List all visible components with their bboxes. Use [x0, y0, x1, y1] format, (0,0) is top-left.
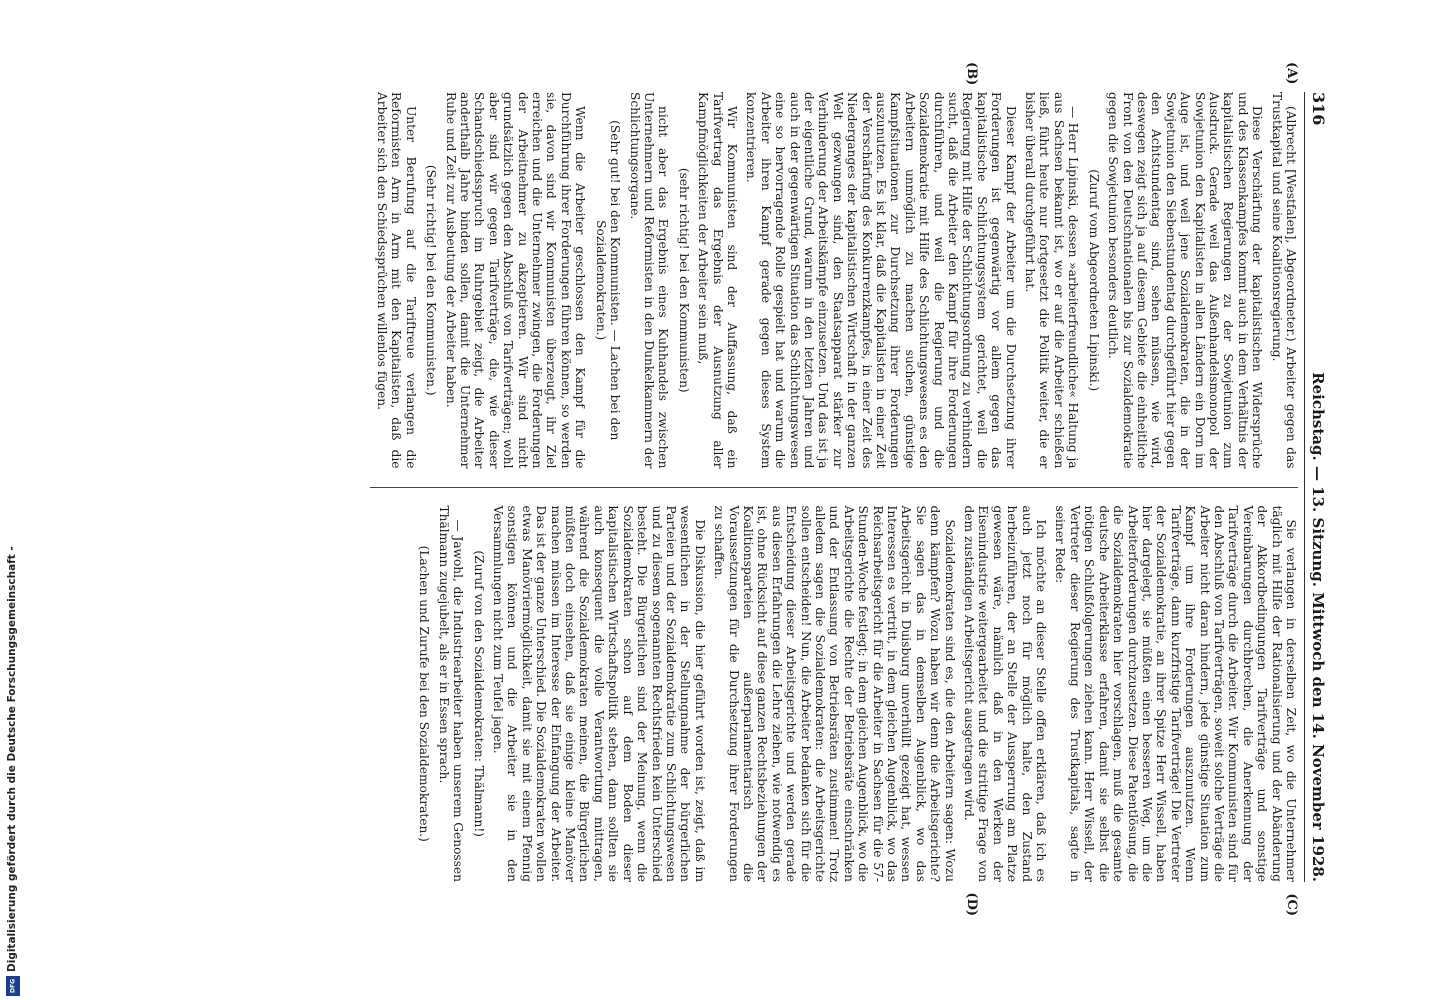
margin-marker-d: (D): [964, 892, 979, 916]
interjection: (Lachen und Zurufe bei den Sozialdemokraten.): [417, 545, 432, 842]
interjection: (Sehr richtig! bei den Kommunisten.): [424, 164, 439, 396]
paragraph: Die Diskussion, die hier geführt worden ist, zeigt, daß im wesentlichen in der Stellungnahme der bürgerlichen Parteien und der Sozialdemokratie zum Schlichtungswesen und zu diesem sogenannten Rechtsfrieden kein Unterschied besteht. Die Bürgerlichen sind der Meinung, wenn die Sozialdemokraten schon auf dem Boden dieser kapitalistischen Wirtschaftspolitik stehen, dann sollten sie auch konsequent die volle Verantwortung mittragen, während die Sozialdemokraten meinen, die Bürgerlichen müßten doch einsehen, daß sie einige kleine Manöver machen müssen im Interesse der Einfangung der Arbeiter. Das ist der ganze Unterschied. Die Sozialdemokraten wollen etwas Manövriermöglichkeit, damit sie mit einem Pfennig sonstigen können und die Arbeiter sie in den Versammlungen nicht zum Teufel jagen.: [491, 505, 707, 882]
column-divider: [370, 487, 1298, 488]
page-header: [1304, 92, 1328, 882]
paragraph: Sie verlangen in derselben Zeit, wo die Unternehmer täglich mit Hilfe der Rationalisierung und der Abänderung der Akkordbedingungen Tarifverträge und sonstige Vereinbarungen durchbrechen, die Anerkennung der Tarifverträge durch die Arbeiter. Wir Kommunisten sind für den Abschluß von Tarifverträgen, soweit solche Verträge die Arbeiter nicht daran hindern, jede günstige Situation zum Kampf um ihre Forderungen auszunutzen. Wenn Tarifverträge, dann kurzfristige Tarifverträge! Die Vertreter der Sozialdemokratie, an ihrer Spitze Herr Wissell, haben hier dargelegt, sie müßten einen besseren Weg, um die Arbeiterforderungen durchzusetzen. Diese Patentlösung, die die Sozialdemokraten hier vorschlagen, muß die gesamte deutsche Arbeiterklasse erfahren, damit sie selbst die nötigen Schlußfolgerungen ziehen kann. Herr Wissell, der Vertreter dieser Regierung des Trustkapitals, sagte in seiner Rede:: [1053, 505, 1298, 882]
paragraph: Wenn die Arbeiter geschlossen den Kampf für die Durchführung ihrer Forderungen führen können, so werden sie, davon sind wir Kommunisten überzeugt, ihr Ziel erreichen und die Unternehmer zwingen, die Forderungen der Arbeitnehmer zu akzeptieren. Wir sind nicht grundsätzlich gegen den Abschluß von Tarifverträgen; wohl aber sind wir gegen Tarifverträge, die, wie dieser Schandschiedsspruch im Ruhrgebiet zeigt, die Arbeiter anderthalb Jahre binden sollen, damit die Unternehmer Ruhe und Zeit zur Ausbeutung der Arbeiter haben.: [443, 92, 588, 469]
paragraph: Unter Berufung auf die Tariftreue verlangen die Reformisten Arm in Arm mit den Kapitalisten, daß die Arbeiter sich den Schiedssprüchen willenlos fügen.: [375, 92, 418, 469]
interjection: (Zuruf vom Abgeordneten Lipinski.): [1086, 169, 1101, 392]
paragraph: Wir Kommunisten sind der Auffassung, daß ein Tarifvertrag das Ergebnis der Ausnutzung aller Kampfmöglichkeiten der Arbeiter sein muß,: [696, 92, 739, 469]
interjection: (Sehr gut! bei den Kommunisten. — Lachen bei den Sozialdemokraten.): [593, 120, 623, 441]
paragraph: Diese Verschärfung der kapitalistischen Widersprüche und des Klassenkampfes kommt auch in dem Verhältnis der kapitalistischen Regierungen zu der Sowjetunion zum Ausdruck. Gerade weil das Außenhandelsmonopol der Sowjetunion den Kapitalisten in allen Ländern ein Dorn im Auge ist, und weil jene Sozialdemokraten, die in der Sowjetunion den Siebenstundentag durchgeführt hier gegen den Achtstundentag sind, sehen müssen, wie wird, deswegen zeigt sich ja auf diesem Gebiete die einheitliche Front von den Deutschnationalen bis zur Sozialdemokratie gegen die Sowjetunion besonders deutlich.: [1106, 92, 1265, 469]
credit-text: Digitalisierung gefördert durch die Deutsche Forschungsgemeinschaft -: [6, 546, 18, 972]
margin-marker-b: (B): [964, 62, 979, 86]
digitization-credit: [6, 546, 20, 996]
interjection: (sehr richtig! bei den Kommunisten): [676, 167, 691, 393]
paragraph: (Albrecht [Westfalen], Abgeordneter.) Arbeiter gegen das Trustkapital und seine Koalitionsregierung.: [1269, 92, 1298, 469]
left-column: [370, 62, 1299, 469]
page-number: 316: [1309, 92, 1328, 126]
dfg-logo: DFG: [6, 976, 20, 996]
paragraph: nicht aber das Ergebnis eines Kuhhandels zwischen Unternehmern und Reformisten in den Dunkelkammern der Schlichtungsorgane.: [627, 92, 671, 469]
right-column: [370, 505, 1299, 916]
page-title: Reichstag. — 13. Sitzung. Mittwoch den 14. November 1928.: [1309, 372, 1327, 882]
paragraph: Dieser Kampf der Arbeiter um die Durchsetzung ihrer Forderungen ist gegenwärtig vor allem gegen das kapitalistische Schlichtungssystem gerichtet, weil die Regierung mit Hilfe der Schlichtungsordnung zu verhindern sucht, daß die Arbeiter den Kampf für ihre Forderungen durchführen, und weil die Regierung und die Sozialdemokratie mit Hilfe des Schlichtungswesens es den Arbeitern unmöglich zu machen suchen, günstige Kampfsituationen zur Durchsetzung ihrer Forderungen auszunutzen. Es ist klar, daß die Kapitalisten in einer Zeit der Verschärfung des Konkurrenzkampfes, in einer Zeit des Niederganges der kapitalistischen Wirtschaft in der ganzen Welt gezwungen sind, den Staatsapparat stärker zur Verhinderung der Arbeitskämpfe einzusetzen. Und das ist ja der eigentliche Grund, warum in den letzten Jahren und auch in der gegenwärtigen Situation das Schlichtungswesen eine so hervorragende Rolle gespielt hat und warum die Arbeiter ihren Kampf gerade gegen dieses System konzentrieren.: [744, 92, 1018, 469]
margin-marker-c: (C): [1284, 893, 1299, 916]
paragraph: Sozialdemokraten sind es, die den Arbeitern sagen: Wozu denn kämpfen? Wozu haben wir denn die Arbeitsgerichte? Sie sagen das in demselben Augenblick, wo das Arbeitsgericht in Duisburg unverhüllt gezeigt hat, wessen Interessen es vertritt, in dem gleichen Augenblick, wo das Reichsarbeitsgericht für die Arbeiter in Sachsen für die 57-Stunden-Woche festlegt; in dem gleichen Augenblick, wo die Arbeitsgerichte die Rechte der Betriebsräte einschränken und der Entlassung von Betriebsräten zustimmen! Trotz alledem sagen die Sozialdemokraten: die Arbeitsgerichte sollen entscheiden! Nun, die Arbeiter bedanken sich für die Entscheidung dieser Arbeitsgerichte und werden gerade aus diesen Erfahrungen die Lehre ziehen, wie notwendig es ist, ohne Rücksicht auf diese ganzen Rechtsbeziehungen der Koalitionsparteien außerparlamentarisch die Voraussetzungen für die Durchsetzung ihrer Forderungen zu schaffen.: [712, 505, 957, 882]
paragraph: Ich möchte an dieser Stelle offen erklären, daß ich es auch jetzt noch für möglich halte, den Zustand herbeizuführen, der an Stelle der Aussperrung am Platze gewesen wäre, nämlich daß in den Werken der Eisenindustrie weitergearbeitet und die strittige Frage von dem zuständigen Arbeitsgericht ausgetragen wird.: [962, 505, 1049, 882]
margin-marker-a: (A): [1284, 62, 1299, 85]
interjection: (Zuruf von den Sozialdemokraten: Thälmann!): [471, 550, 486, 838]
text-columns: [370, 62, 1299, 916]
paragraph: — Herr Lipinski, dessen »arbeiterfreundliche« Haltung ja aus Sachsen bekannt ist, wo er auf die Arbeiter schießen ließ, führt heute nur fortgesetzt die Politik weiter, die er bisher überall durchgeführt hat.: [1023, 92, 1081, 469]
paragraph: — Jawohl, die Industriearbeiter haben unserem Genossen Thälmann zugejubelt, als er in Essen sprach.: [436, 505, 466, 882]
